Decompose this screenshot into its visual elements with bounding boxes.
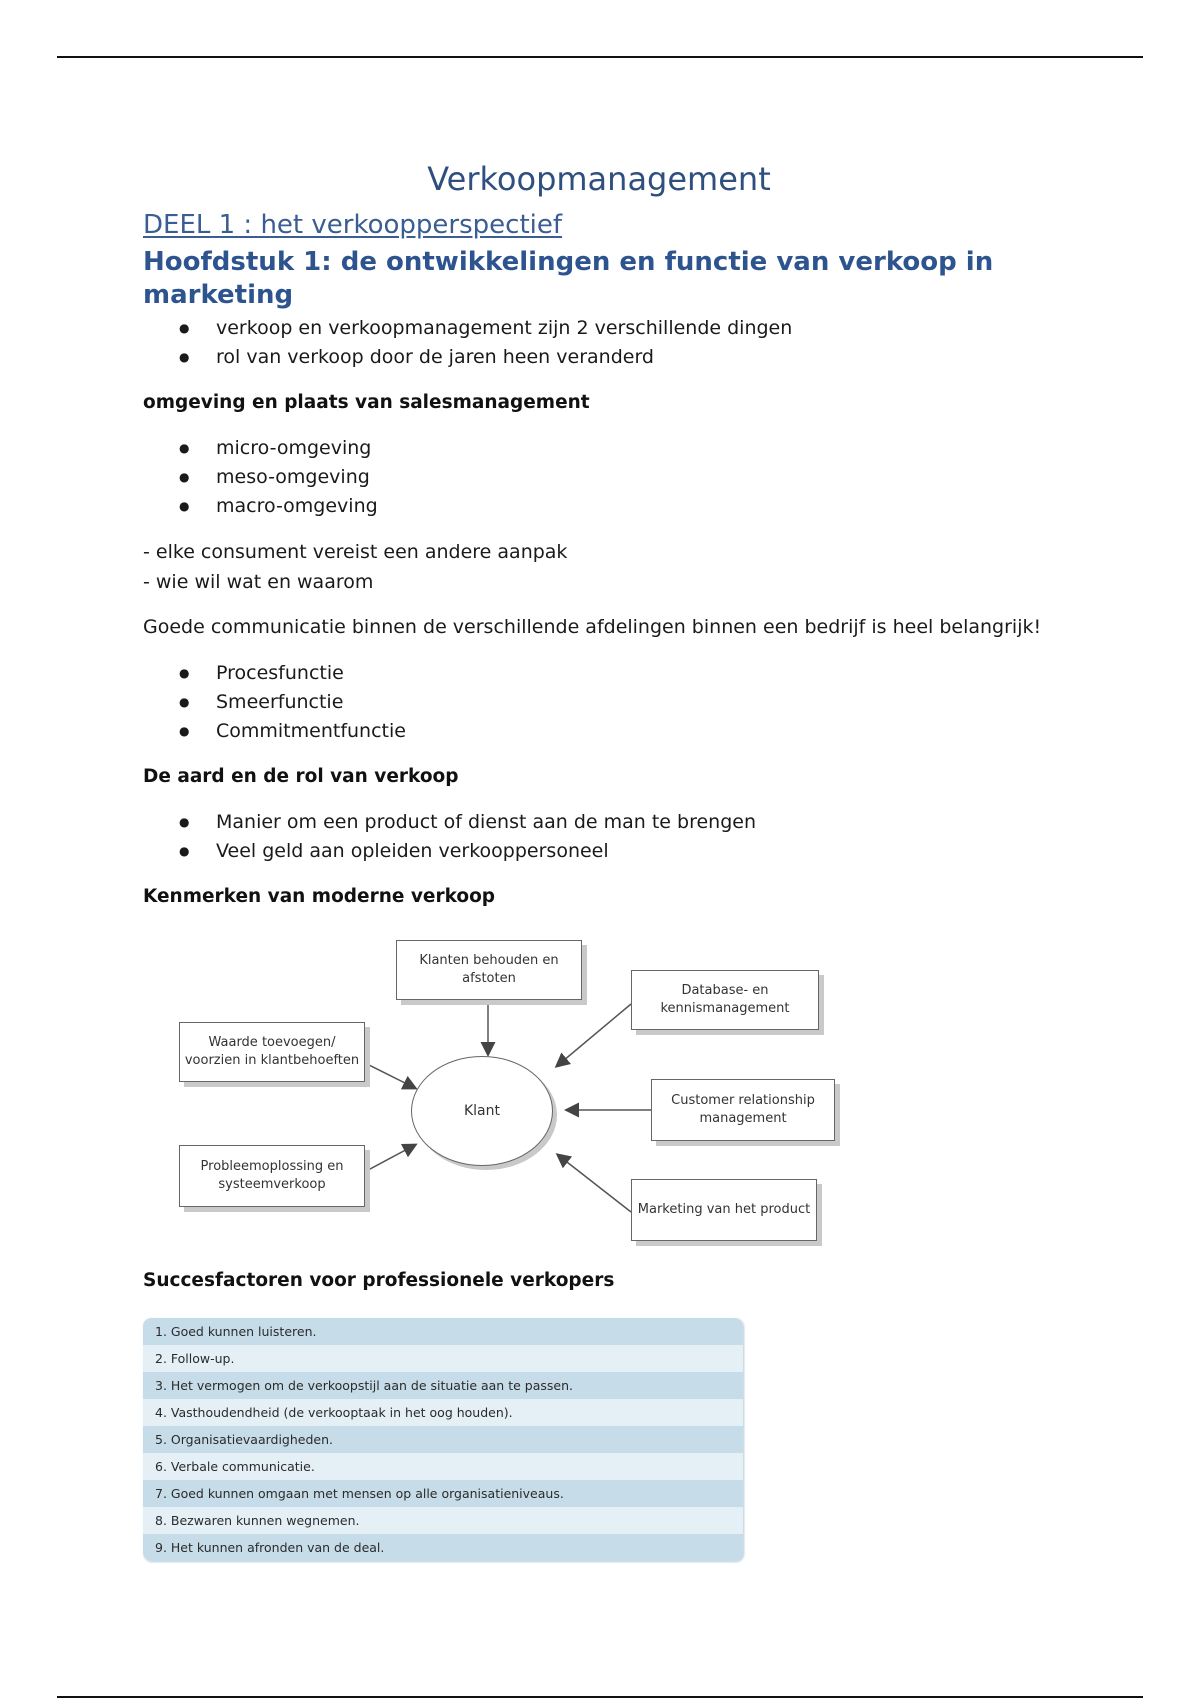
table-row: 1. Goed kunnen luisteren. xyxy=(143,1318,743,1345)
part-heading: DEEL 1 : het verkoopperspectief xyxy=(143,210,563,240)
chapter-heading: Hoofdstuk 1: de ontwikkelingen en functie van verkoop in marketing xyxy=(143,247,994,310)
header-rule xyxy=(57,56,1143,58)
list-item: ● rol van verkoop door de jaren heen veranderd xyxy=(143,343,792,372)
intro-bullet-list xyxy=(143,314,792,372)
function-bullet-list xyxy=(143,659,406,746)
table-row: 2. Follow-up. xyxy=(143,1345,743,1372)
table-row: 6. Verbale communicatie. xyxy=(143,1453,743,1480)
footer-rule xyxy=(57,1696,1143,1698)
list-item: ● Commitmentfunctie xyxy=(143,717,406,746)
arrow-top-right xyxy=(557,1004,631,1066)
node-klant: Klant xyxy=(411,1056,553,1166)
node-crm: Customer relationship management xyxy=(651,1079,835,1141)
section-heading-omgeving: omgeving en plaats van salesmanagement xyxy=(143,392,590,413)
node-marketing: Marketing van het product xyxy=(631,1179,817,1241)
table-row: 7. Goed kunnen omgaan met mensen op alle organisatieniveaus. xyxy=(143,1480,743,1507)
section-heading-aard: De aard en de rol van verkoop xyxy=(143,766,459,787)
table-row: 4. Vasthoudendheid (de verkooptaak in het oog houden). xyxy=(143,1399,743,1426)
communication-paragraph: Goede communicatie binnen de verschillende afdelingen binnen een bedrijf is heel belangrijk! xyxy=(143,616,1042,638)
table-row: 3. Het vermogen om de verkoopstijl aan de situatie aan te passen. xyxy=(143,1372,743,1399)
list-item: ● Procesfunctie xyxy=(143,659,406,688)
aard-bullet-list xyxy=(143,808,756,866)
list-item: ● micro-omgeving xyxy=(143,434,378,463)
list-item: ● meso-omgeving xyxy=(143,463,378,492)
list-item: ● Manier om een product of dienst aan de man te brengen xyxy=(143,808,756,837)
table-row: 5. Organisatievaardigheden. xyxy=(143,1426,743,1453)
section-heading-succesfactoren: Succesfactoren voor professionele verkopers xyxy=(143,1270,615,1291)
table-row: 9. Het kunnen afronden van de deal. xyxy=(143,1534,743,1561)
dash-line: - wie wil wat en waarom xyxy=(143,571,374,593)
document-title: Verkoopmanagement xyxy=(427,160,771,198)
node-probleemoplossing: Probleemoplossing en systeemverkoop xyxy=(179,1145,365,1207)
list-item: ● Veel geld aan opleiden verkooppersoneel xyxy=(143,837,756,866)
section-heading-kenmerken: Kenmerken van moderne verkoop xyxy=(143,886,496,907)
modern-sales-diagram xyxy=(157,930,997,1250)
arrow-bottom-right xyxy=(558,1155,631,1212)
dash-line: - elke consument vereist een andere aanpak xyxy=(143,541,568,563)
table-row: 8. Bezwaren kunnen wegnemen. xyxy=(143,1507,743,1534)
list-item: ● Smeerfunctie xyxy=(143,688,406,717)
omgeving-bullet-list xyxy=(143,434,378,521)
node-klanten-behouden: Klanten behouden en afstoten xyxy=(396,940,582,1000)
node-waarde-toevoegen: Waarde toevoegen/ voorzien in klantbehoeften xyxy=(179,1022,365,1082)
success-factors-table xyxy=(143,1318,743,1561)
node-database: Database- en kennismanagement xyxy=(631,970,819,1030)
list-item: ● macro-omgeving xyxy=(143,492,378,521)
list-item: ● verkoop en verkoopmanagement zijn 2 verschillende dingen xyxy=(143,314,792,343)
